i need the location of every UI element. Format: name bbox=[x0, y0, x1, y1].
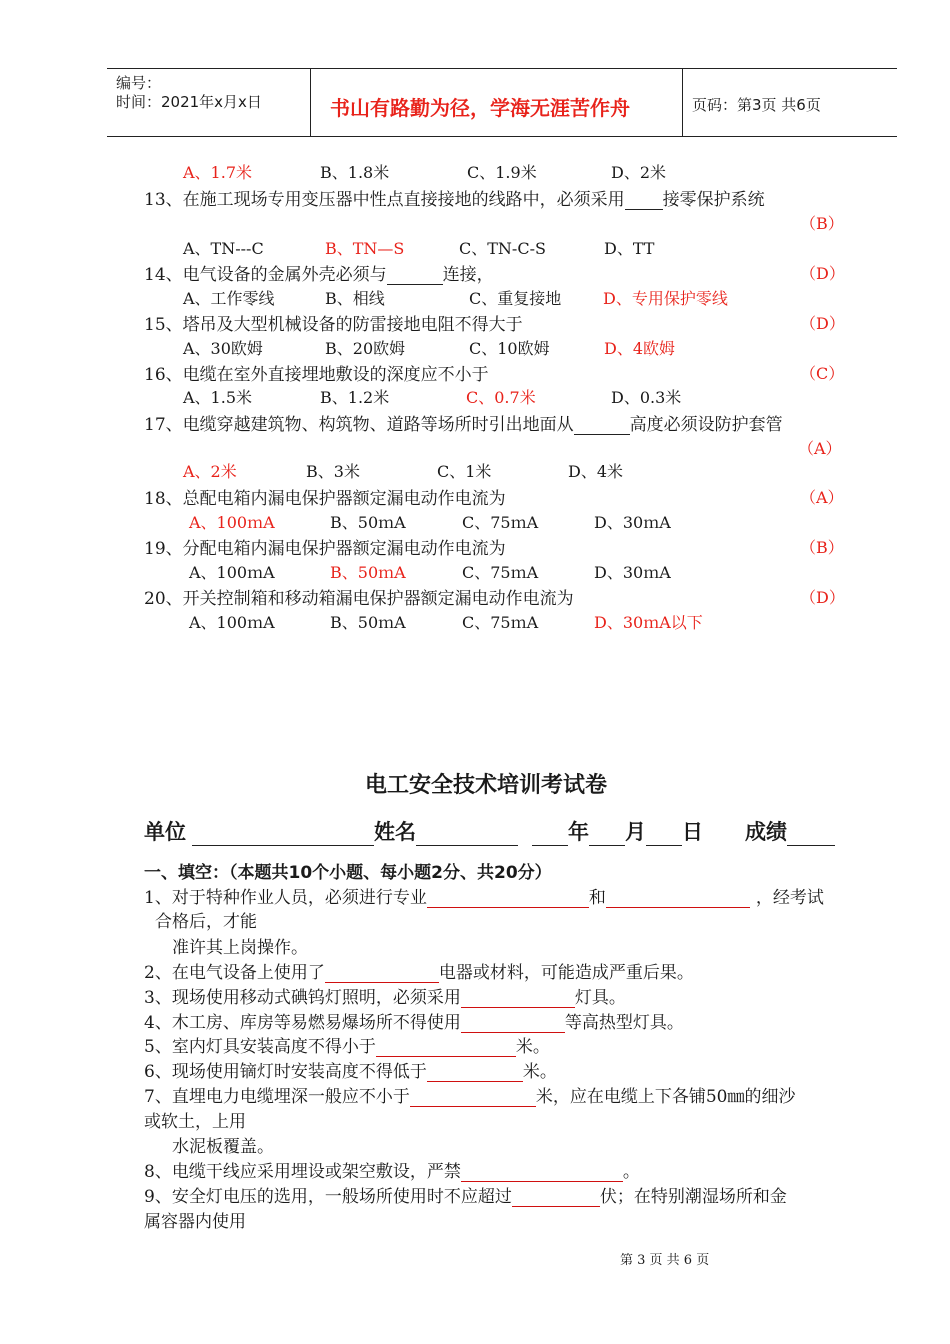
fill-7-pre: 7、直埋电力电缆埋深一般应不小于 bbox=[144, 1087, 410, 1107]
fill-6-blank bbox=[427, 1065, 523, 1082]
fill-1-line3: 准许其上岗操作。 bbox=[172, 938, 308, 958]
fill-5 bbox=[144, 1032, 550, 1057]
unit-label: 单位 bbox=[144, 820, 186, 844]
q19-option-c: C、75ｍA bbox=[462, 563, 539, 582]
q15-text: 15、塔吊及大型机械设备的防雷接地电阻不得大于 bbox=[144, 315, 523, 335]
q16-option-c: C、0.7米 bbox=[466, 388, 536, 407]
fill-2 bbox=[144, 958, 694, 983]
q19-text: 19、分配电箱内漏电保护器额定漏电动作电流为 bbox=[144, 539, 506, 559]
q20-option-a: A、100ｍA bbox=[189, 613, 275, 632]
q13-text bbox=[144, 185, 765, 210]
q19-option-b: B、50ｍA bbox=[330, 563, 406, 582]
q17-option-a: A、2米 bbox=[183, 462, 237, 481]
q12-option-d: D、2米 bbox=[611, 163, 667, 182]
fill-6 bbox=[144, 1057, 557, 1082]
fill-1-pre: 1、对于特种作业人员，必须进行专业 bbox=[144, 888, 427, 908]
q17-option-d: D、4米 bbox=[568, 462, 624, 481]
q15-option-d: D、4欧姆 bbox=[604, 339, 676, 358]
q14-post: 连接， bbox=[442, 265, 494, 285]
q17-pre: 17、电缆穿越建筑物、构筑物、道路等场所时引出地面从 bbox=[144, 415, 574, 435]
q18-text: 18、总配电箱内漏电保护器额定漏电动作电流为 bbox=[144, 489, 506, 509]
header-divider-left bbox=[310, 68, 311, 136]
q18-option-d: D、30ｍA bbox=[594, 513, 671, 532]
q17-blank bbox=[574, 420, 630, 435]
q16-answer: （C） bbox=[800, 364, 845, 383]
q13-blank bbox=[625, 195, 663, 210]
fill-5-post: 米。 bbox=[515, 1037, 550, 1057]
q16-option-b: B、1.2米 bbox=[320, 388, 390, 407]
fill-8 bbox=[144, 1157, 640, 1182]
fill-1-mid: 和 bbox=[588, 888, 606, 908]
fill-9 bbox=[144, 1182, 787, 1207]
q15-answer: （D） bbox=[800, 314, 845, 333]
fill-2-post: 电器或材料，可能造成严重后果。 bbox=[438, 963, 694, 983]
q13-option-d: D、TT bbox=[604, 239, 655, 258]
q19-answer: （B） bbox=[800, 538, 844, 557]
q20-text: 20、开关控制箱和移动箱漏电保护器额定漏电动作电流为 bbox=[144, 589, 574, 609]
q14-option-c: C、重复接地 bbox=[469, 289, 562, 308]
q14-text bbox=[144, 260, 494, 285]
q17-option-b: B、3米 bbox=[306, 462, 360, 481]
fill-1-post: ，经考试 bbox=[755, 888, 824, 908]
day-blank bbox=[646, 827, 682, 846]
fill-5-pre: 5、室内灯具安装高度不得小于 bbox=[144, 1037, 376, 1057]
q14-pre: 14、电气设备的金属外壳必须与 bbox=[144, 265, 387, 285]
day-label: 日 bbox=[682, 820, 703, 844]
q19-option-d: D、30ｍA bbox=[594, 563, 671, 582]
q12-option-c: C、1.9米 bbox=[467, 163, 537, 182]
fill-4 bbox=[144, 1008, 684, 1033]
q13-post: 接零保护系统 bbox=[662, 190, 765, 210]
month-blank bbox=[589, 827, 625, 846]
q18-option-b: B、50ｍA bbox=[330, 513, 406, 532]
fill-7-line3: 水泥板覆盖。 bbox=[172, 1137, 274, 1157]
header-time-label: 时间：2021年x月x日 bbox=[116, 93, 262, 111]
q17-option-c: C、1米 bbox=[437, 462, 492, 481]
q13-pre: 13、在施工现场专用变压器中性点直接接地的线路中，必须采用 bbox=[144, 190, 625, 210]
fill-8-post: 。 bbox=[622, 1162, 640, 1182]
header-top-border bbox=[107, 68, 897, 69]
exam-info-line bbox=[144, 816, 835, 846]
q20-answer: （D） bbox=[800, 588, 845, 607]
q15-option-c: C、10欧姆 bbox=[469, 339, 550, 358]
fill-8-blank bbox=[461, 1165, 623, 1182]
fill-7-line2: 或软土，上用 bbox=[144, 1112, 246, 1132]
fill-3-post: 灯具。 bbox=[574, 988, 626, 1008]
q12-option-a: A、1.7米 bbox=[183, 163, 253, 182]
fill-1-blank-a bbox=[427, 891, 589, 908]
score-label: 成绩 bbox=[745, 820, 787, 844]
fill-6-pre: 6、现场使用镝灯时安装高度不得低于 bbox=[144, 1062, 427, 1082]
q16-option-a: A、1.5米 bbox=[183, 388, 253, 407]
header-motto: 书山有路勤为径，学海无涯苦作舟 bbox=[330, 96, 630, 120]
q13-option-c: C、TN-C-S bbox=[459, 239, 546, 258]
fill-7 bbox=[144, 1082, 795, 1107]
q14-answer: （D） bbox=[800, 264, 845, 283]
header-bottom-border bbox=[107, 136, 897, 137]
q14-option-d: D、专用保护零线 bbox=[603, 289, 728, 308]
fill-9-blank bbox=[512, 1190, 600, 1207]
q19-option-a: A、100ｍA bbox=[189, 563, 275, 582]
fill-1-blank-b bbox=[606, 891, 750, 908]
fill-9-line2: 属容器内使用 bbox=[144, 1212, 246, 1232]
fill-3 bbox=[144, 983, 626, 1008]
q15-option-a: A、30欧姆 bbox=[183, 339, 263, 358]
fill-4-post: 等高热型灯具。 bbox=[564, 1013, 684, 1033]
section-title: 一、填空：（本题共10个小题、每小题2分、共20分） bbox=[144, 863, 552, 883]
q14-option-a: A、工作零线 bbox=[183, 289, 275, 308]
fill-4-pre: 4、木工房、库房等易燃易爆场所不得使用 bbox=[144, 1013, 461, 1033]
fill-8-pre: 8、电缆干线应采用埋设或架空敷设，严禁 bbox=[144, 1162, 461, 1182]
fill-2-blank bbox=[325, 966, 439, 983]
fill-1-line2: 合格后，才能 bbox=[155, 912, 257, 932]
q16-option-d: D、0.3米 bbox=[611, 388, 682, 407]
unit-blank bbox=[192, 827, 374, 846]
score-blank bbox=[787, 827, 835, 846]
q13-option-b: B、TN—S bbox=[325, 239, 405, 258]
fill-2-pre: 2、在电气设备上使用了 bbox=[144, 963, 325, 983]
page-footer: 第 3 页 共 6 页 bbox=[620, 1253, 710, 1268]
fill-9-post: 伏；在特别潮湿场所和金 bbox=[599, 1187, 787, 1207]
q14-option-b: B、相线 bbox=[325, 289, 385, 308]
q16-text: 16、电缆在室外直接埋地敷设的深度应不小于 bbox=[144, 365, 489, 385]
name-blank bbox=[416, 827, 518, 846]
q18-answer: （A） bbox=[800, 488, 844, 507]
fill-1 bbox=[144, 883, 824, 908]
fill-7-post: 米，应在电缆上下各铺50㎜的细沙 bbox=[535, 1087, 796, 1107]
header-divider-right bbox=[682, 68, 683, 136]
exam-title: 电工安全技术培训考试卷 bbox=[365, 773, 608, 798]
q17-answer: （A） bbox=[798, 439, 842, 458]
fill-7-blank bbox=[410, 1090, 536, 1107]
fill-3-pre: 3、现场使用移动式碘钨灯照明，必须采用 bbox=[144, 988, 461, 1008]
fill-6-post: 米。 bbox=[522, 1062, 557, 1082]
header-page-label: 页码：第3页 共6页 bbox=[692, 96, 821, 114]
q12-option-b: B、1.8米 bbox=[320, 163, 390, 182]
q13-option-a: A、TN---C bbox=[183, 239, 264, 258]
q20-option-c: C、75ｍA bbox=[462, 613, 539, 632]
name-label: 姓名 bbox=[374, 820, 416, 844]
q14-blank bbox=[387, 270, 443, 285]
header-number-label: 编号： bbox=[116, 74, 162, 92]
year-label: 年 bbox=[568, 820, 589, 844]
q15-option-b: B、20欧姆 bbox=[325, 339, 406, 358]
month-label: 月 bbox=[625, 820, 646, 844]
q17-text bbox=[144, 410, 783, 435]
q18-option-c: C、75ｍA bbox=[462, 513, 539, 532]
fill-4-blank bbox=[461, 1016, 565, 1033]
fill-9-pre: 9、安全灯电压的选用，一般场所使用时不应超过 bbox=[144, 1187, 512, 1207]
fill-3-blank bbox=[461, 991, 575, 1008]
fill-5-blank bbox=[376, 1040, 516, 1057]
q17-post: 高度必须设防护套管 bbox=[629, 415, 783, 435]
q18-option-a: A、100ｍA bbox=[189, 513, 275, 532]
q20-option-b: B、50ｍA bbox=[330, 613, 406, 632]
year-blank bbox=[532, 827, 568, 846]
q20-option-d: D、30ｍA以下 bbox=[594, 613, 703, 632]
q13-answer: （B） bbox=[800, 214, 844, 233]
